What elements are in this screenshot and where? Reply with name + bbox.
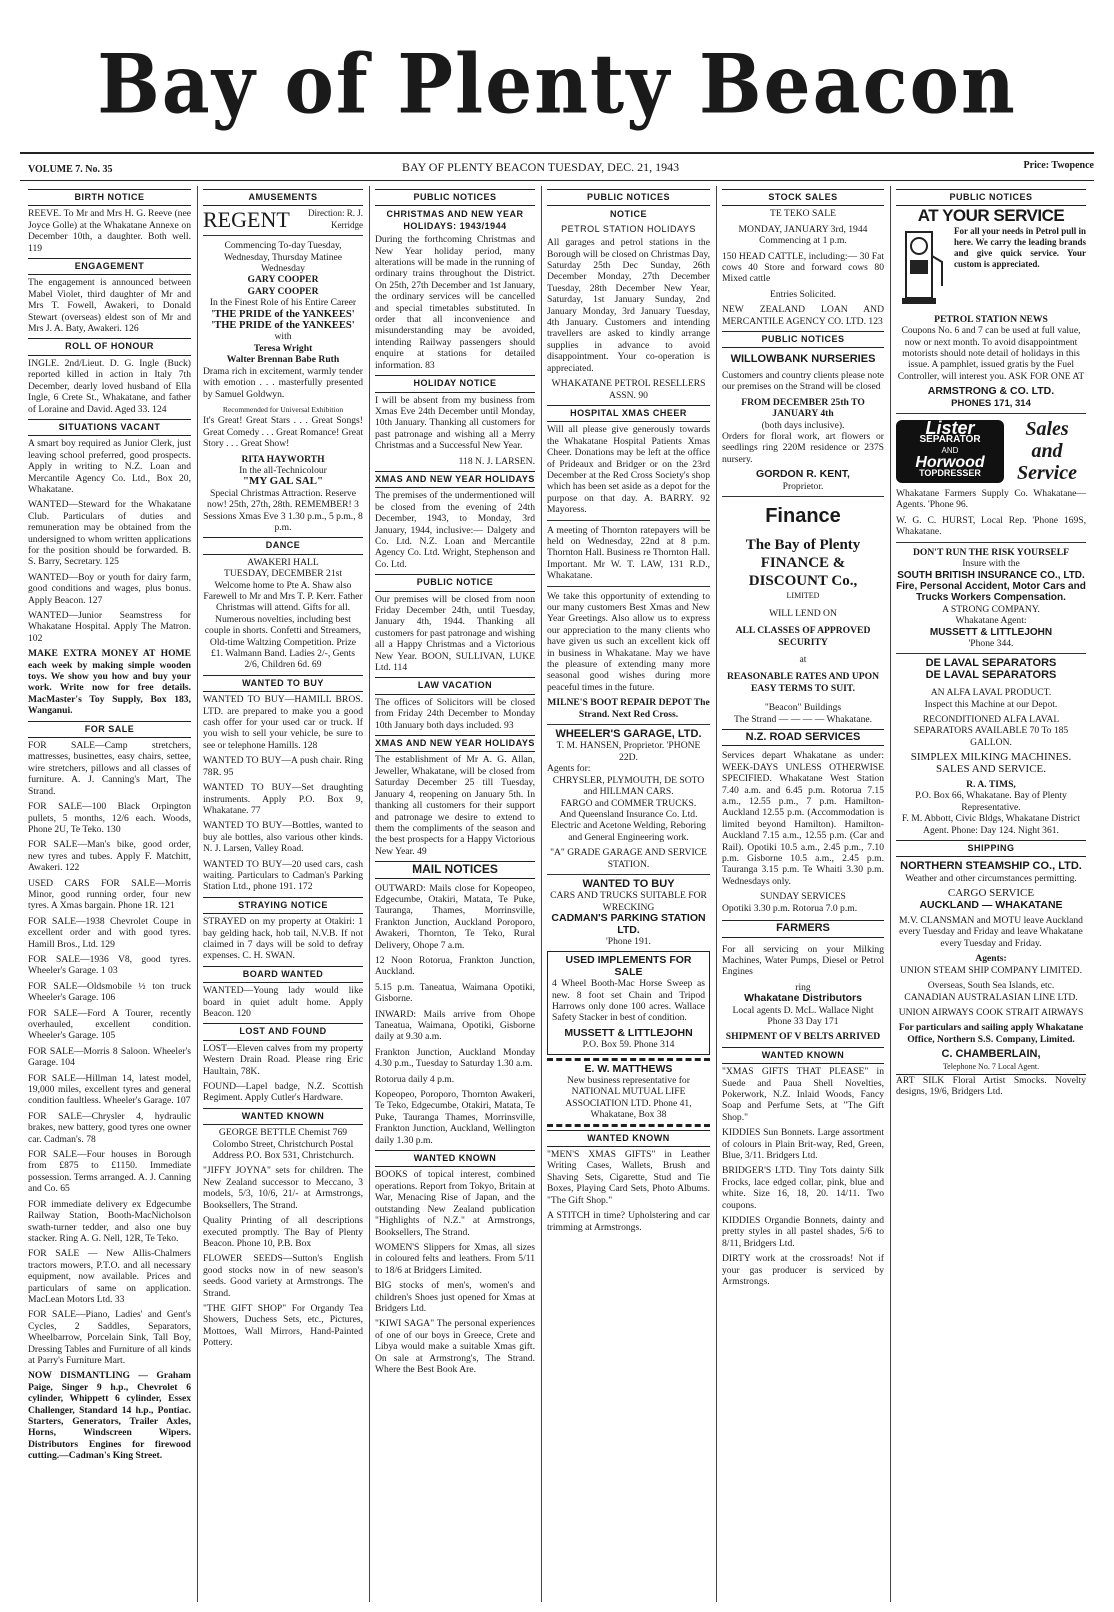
notice-text: Our premises will be closed from noon Friday December 24th, until Tuesday, January 4th, 1944. Thanking all customers for past patronage and wishing all a Happy Christmas and a Victorious New Year. BOON, SULLIVAN, LUKE Ltd. 114	[375, 593, 535, 674]
agents-label: Agents for:	[547, 763, 591, 775]
film-star: RITA HAYWORTH	[241, 453, 325, 465]
section-heading: SHIPPING	[896, 840, 1086, 857]
notice-signature: 118 N. J. LARSEN.	[458, 455, 535, 467]
agent-rep: W. G. C. HURST, Local Rep. 'Phone 169S, Whakatane.	[896, 514, 1086, 538]
product-text: RECONDITIONED ALFA LAVAL SEPARATORS AVAILABLE 70 To 185 GALLON.	[913, 713, 1069, 748]
classified-ad: FOR SALE—Morris 8 Saloon. Wheeler's Garage. 104	[28, 1045, 191, 1069]
classified-ad: FOR SALE — New Allis-Chalmers tractors mowers, P.T.O. and all necessary equipment, now available. Prices and particulars of same on application. MacLean Motors Ltd. 33	[28, 1248, 191, 1305]
finance-heading: Finance	[765, 504, 841, 527]
finance-lend: WILL LEND ON	[769, 607, 837, 619]
insurance-phone: 'Phone 344.	[968, 637, 1014, 649]
cargo-route: AUCKLAND — WHAKATANE	[919, 898, 1063, 911]
film-cast: Walter Brennan Babe Ruth	[226, 354, 340, 366]
classified-ad: WANTED—Young lady would like board in quiet adult home. Apply Beacon. 120	[203, 985, 363, 1019]
agent-details: P.O. Box 66, Whakatane. Bay of Plenty Representative.	[915, 790, 1067, 813]
film-star: GARY COOPER	[247, 285, 319, 297]
agent-area: Overseas, South Sea Islands, etc.	[927, 980, 1055, 992]
notice-text: Orders for floral work, art flowers or seedlings ring 220M residence or 237S nursery.	[722, 430, 884, 465]
agent-company: CANADIAN AUSTRALASIAN LINE LTD.	[904, 991, 1078, 1003]
garage-grade: "A" GRADE GARAGE AND SERVICE STATION.	[550, 847, 707, 870]
ad-text: New business representative for NATIONAL MUTUAL LIFE ASSOCIATION LTD. Phone 41, Whakatane, Box 38	[565, 1075, 692, 1121]
column-divider	[716, 186, 717, 1602]
mail-schedule: INWARD: Mails arrive from Ohope Taneatua, Waimana, Opotiki, Gisborne daily at 9.30 a.m.	[375, 1008, 535, 1043]
business-name: MILNE'S BOOT REPAIR DEPOT The Strand. Next Red Cross.	[547, 697, 710, 720]
column-sales-finance	[722, 186, 884, 1602]
dance-details: Welcome home to Pte A. Shaw also Farewell to Mr and Mrs T. P. Kerr. Father Christmas will attend. Gifts for all. Numerous novelties, including best couple in shorts. Confetti and Streamers, Old-time Waltzing Competition. Prize £1. Walmann Band. Ladies 2/-, Gents 2/6, Children 6d. 69	[203, 579, 363, 671]
classified-ad: Quality Printing of all descriptions executed promptly. The Bay of Plenty Beacon. Phone 10, P.B. Box	[203, 1215, 363, 1249]
horwood-product: TOPDRESSER	[919, 468, 981, 479]
classified-ad: BRIDGER'S LTD. Tiny Tots dainty Silk Frocks, lace edged collar, pink, blue and white. Size 16, 18, 20. 14/11. Two coupons.	[722, 1165, 884, 1211]
classified-ad: FOR SALE—Piano, Ladies' and Gent's Cycles, 2 Saddles, Separators, Wheelbarrow, Porcelain Sink, Tall Boy, Dressing Tables and Furniture of all kinds at Parry's Furniture Mart.	[28, 1309, 191, 1366]
newspaper-title: Bay of Plenty Beacon	[97, 37, 1017, 133]
section-heading: HOLIDAY NOTICE	[375, 375, 535, 392]
sales-service-script: Sales and Service	[1017, 418, 1077, 485]
local-agent-phone: Telephone No. 7 Local Agent.	[942, 1061, 1040, 1071]
classified-ad: MAKE EXTRA MONEY AT HOME each week by making simple wooden toys. We show you how and buy your work. Write now for free details. MacMaster's Toy Supply, Box 183, Wanganui.	[28, 648, 191, 717]
road-sunday-heading: SUNDAY SERVICES	[760, 891, 846, 903]
divider	[722, 496, 884, 497]
classified-ad: FOR SALE—Camp stretchers, mattresses, businettes, easy chairs, settee, wire stretchers, pillows and all classes of furniture. A. J. Canning's Mart, The Strand.	[28, 740, 191, 797]
divider	[203, 235, 363, 236]
classified-ad: LOST—Eleven calves from my property Western Drain Road. Please ring Eric Haultain, 78K.	[203, 1042, 363, 1077]
divider	[896, 653, 1086, 654]
notice-text: The premises of the undermentioned will be closed from the evening of 24th December, 1943, to Monday, 3rd January, 1944, inclusive:— Dalgety and Co. Ltd. N.Z. Loan and Mercantile Agency Co. Ltd. Wright, Stephenson and Co. Ltd.	[375, 490, 535, 570]
insurance-text: Insure with the	[962, 558, 1020, 570]
product-heading: DE LAVAL SEPARATORS	[925, 668, 1057, 681]
section-heading: PUBLIC NOTICES	[722, 331, 884, 348]
classified-ad: "MEN'S XMAS GIFTS" in Leather Writing Cases, Wallets, Brush and Shaving Sets, Cigarette, Stud and Tie Boxes, Playing Card Sets, Photo Albums. "The Gift Shop."	[547, 1149, 710, 1206]
classified-ad: WANTED TO BUY—HAMILL BROS. LTD. are prepared to make you a good cash offer for your used car or truck. If you wish to sell your vehicle, be sure to see or telephone Hamills. 128	[203, 694, 363, 751]
column-notices-business	[547, 186, 710, 1602]
agent-text: Whakatane Farmers Supply Co. Whakatane—Agents. 'Phone 96.	[896, 488, 1086, 511]
business-phone: 'Phone 191.	[606, 935, 651, 947]
notice-text: During the forthcoming Christmas and New Year holiday period, many alterations will be made in the running of ordinary trains throughout the District. On 25th, 27th December and 1st January, the ordinary services will be cancelled and special timetables substituted. In order that all inconvenience and misunderstanding may be avoided, intending Railway passengers should enquire at stations for detailed information. 83	[375, 234, 535, 371]
classified-ad: STRAYED on my property at Otakiri: 1 bay gelding hack, hob tail, N.V.B. If not claimed in 7 days will be sold to defray expenses. C. H. SWAN.	[203, 916, 363, 962]
notice-text: The establishment of Mr A. G. Allan, Jeweller, Whakatane, will be closed from Saturday December 25 till Tuesday, January 4, reopening on January 5th. In thanking all customers for their support and patronage we desire to extend to them the compliments of the season and the best prospects for a Happy Victorious New Year. 49	[375, 754, 535, 857]
agent-company: UNION STEAM SHIP COMPANY LIMITED.	[899, 964, 1083, 976]
section-heading: MAIL NOTICES	[375, 861, 535, 878]
shipping-schedule: M.V. CLANSMAN and MOTU leave Auckland every Tuesday and Friday and leave Whakatane every Tuesday and Friday.	[899, 915, 1083, 949]
classified-ad: BIG stocks of men's, women's and children's Shoes just opened for Xmas at Bridgers Ltd.	[375, 1280, 535, 1314]
issue-date: BAY OF PLENTY BEACON TUESDAY, DEC. 21, 1943	[402, 160, 680, 174]
product-heading: DE LAVAL SEPARATORS	[925, 657, 1057, 670]
column-divider	[197, 186, 198, 1602]
classified-ad: "KIWI SAGA" The personal experiences of one of our boys in Greece, Crete and Libya would make a suitable Xmas gift. On sale at Armstrong's, The Strand. Where the Best Book Are.	[375, 1318, 535, 1375]
petrol-news-heading: PETROL STATION NEWS	[934, 313, 1048, 325]
film-title: "MY GAL SAL"	[242, 475, 324, 488]
section-heading: BIRTH NOTICE	[28, 189, 191, 206]
finance-address: The Strand — — — — Whakatane.	[733, 713, 873, 725]
insurance-company: SOUTH BRITISH INSURANCE CO., LTD.	[897, 569, 1085, 581]
section-heading: PUBLIC NOTICES	[896, 189, 1086, 206]
cargo-heading: CARGO SERVICE	[947, 887, 1035, 900]
finance-company: FINANCE & DISCOUNT Co.,	[748, 555, 858, 590]
classified-ad: REEVE. To Mr and Mrs H. G. Reeve (nee Joyce Golle) at the Whakatane Annexe on December 10th, a daughter. Both well. 119	[28, 208, 191, 254]
road-timetable: Services depart Whakatane as under: WEEK-DAYS UNLESS OTHERWISE SPECIFIED. Whakatane West Station 7.40 a.m. and 6.45 p.m. Rotorua 7.15 a.m., 12.55 p.m., 7 p.m. Hamilton-Auckland 12.55 p.m. (Accommodation is limited beyond Hamilton). Hamilton-Auckland 7.15 a.m., 12.55 p.m. (Car and Rail). Opotiki 10.5 a.m., 2.45 p.m., 7.10 p.m. Gisborne 10.5 a.m., 2.45 p.m. Tauranga 3.15 p.m. Te Whaiti 3.30 p.m. Wednesdays only.	[722, 750, 884, 887]
finance-security: ALL CLASSES OF APPROVED SECURITY	[735, 625, 871, 648]
classified-ad: FOR SALE—1938 Chevrolet Coupe in excellent order and with good tyres. Hamill Bros., Ltd. 129	[28, 915, 191, 950]
agency-brands: FARGO and COMMER TRUCKS.	[560, 797, 697, 809]
lister-brand: Lister	[925, 417, 975, 438]
film-technicolour: In the all-Technicolour	[239, 464, 327, 476]
section-heading: PUBLIC NOTICES	[375, 189, 535, 206]
agent-company: UNION AIRWAYS COOK STRAIT AIRWAYS	[898, 1006, 1084, 1018]
classified-ad: The engagement is announced between Mabel Violet, third daughter of Mr and Mrs T. Fowell, Awakeri, to Donald Stewart (overseas) eldest son of Mr and Mrs J. A. Baty, Awakeri. 126	[28, 277, 191, 335]
notice-text: A meeting of Thornton ratepayers will be held on Wednesday, 22nd at 8 p.m. Thornton Hall. Business re Thornton Hall. Important. Mr W. T. LAW, 131 R.D., Whakatane.	[547, 524, 710, 582]
shipping-contact: For particulars and sailing apply Whakatane Office, Northern S.S. Company, Limited.	[898, 1022, 1084, 1045]
classified-ad: NOW DISMANTLING — Graham Paige, Singer 9 h.p., Chevrolet 6 cylinder, Whippett 6 cylinder, Essex Challenger, Standard 14 h.p., Pontiac. Starters, Generators, Trailer Axles, Horns, Windscreen Wipers. Distributors Engines for firewood cutting.—Cadman's King Street.	[28, 1370, 191, 1462]
info-rule	[20, 180, 1094, 181]
section-heading: ENGAGEMENT	[28, 258, 191, 275]
mail-schedule: 12 Noon Rotorua, Frankton Junction, Auckland.	[375, 954, 535, 978]
finance-limited: LIMITED	[786, 591, 820, 601]
masthead	[0, 20, 1114, 150]
classified-ad: BOOKS of topical interest, combined operations. Report from Tokyo, Britain at War, Menacing Rise of Japan, and the outstanding New Zealand publication "Highlights of N.Z." at Armstrongs, Booksellers, The Strand.	[375, 1169, 535, 1238]
ad-heading: USED IMPLEMENTS FOR SALE	[565, 954, 692, 978]
lister-and: AND	[941, 446, 959, 456]
petrol-news-text: Coupons No. 6 and 7 can be used at full value, now or next month. To avoid disappointment motorists should note detail of holidays in this issue. A pamphlet, issued gratis by the Fuel Controller, will interest you. ASK FOR ONE AT	[897, 325, 1085, 382]
column-divider	[890, 186, 891, 1602]
film-rating: Recommended for Universal Exhibition	[222, 404, 344, 414]
price: Price: Twopence	[1023, 160, 1094, 171]
business-proprietor: T. M. HANSEN, Proprietor. 'PHONE 22D.	[556, 740, 701, 763]
ad-text: 4 Wheel Booth-Mac Horse Sweep as new. 8 foot set Chain and Tripod Harrows only done 100 acres. Wallace Safety Stacker in best of condition.	[552, 978, 705, 1024]
classified-ad: WOMEN'S Slippers for Xmas, all sizes in coloured felts and leathers. From 5/11 to 18/6 at Bridgers Limited.	[375, 1241, 535, 1276]
column-divider	[541, 186, 542, 1602]
notice-dates-note: (both days inclusive).	[761, 419, 845, 431]
classified-ad: WANTED—Junior Seamstress for Whakatane Hospital. Apply The Matron. 102	[28, 610, 191, 644]
finance-at: at	[799, 653, 807, 665]
masthead-rule	[20, 152, 1094, 154]
film-schedule: Commencing To-day Tuesday, Wednesday, Thursday Matinee Wednesday	[223, 240, 343, 275]
section-heading: ROLL OF HONOUR	[28, 338, 191, 355]
sale-agent: NEW ZEALAND LOAN AND MERCANTILE AGENCY CO. LTD. 123	[722, 304, 884, 327]
mail-schedule: Frankton Junction, Auckland Monday 4.30 p.m., Tuesday to Saturday 1.30 a.m.	[375, 1046, 535, 1070]
service-ad	[896, 226, 1086, 310]
classified-ad: FLOWER SEEDS—Sutton's English good stocks now in of new season's seeds. Good variety at Armstrongs. The Strand.	[203, 1253, 363, 1299]
classified-ad: "XMAS GIFTS THAT PLEASE" in Suede and Paua Shell Novelties, Pokerwork, N.Z. Inlaid Woods, Fancy Soap and Perfume Sets, at "The Gift Shop."	[722, 1066, 884, 1123]
section-heading: FOR SALE	[28, 721, 191, 738]
lister-product: SEPARATOR	[919, 433, 981, 445]
proprietor-name: GORDON R. KENT,	[756, 468, 850, 481]
regent-header	[203, 208, 363, 231]
business-contact: Local agents D. McL. Wallace Night Phone 33 Day 171	[732, 1004, 874, 1027]
insurance-slogan: A STRONG COMPANY.	[942, 603, 1040, 615]
matthews-ad	[547, 1058, 710, 1127]
volume-number: VOLUME 7. No. 35	[28, 164, 113, 175]
section-heading: WANTED TO BUY	[203, 675, 363, 692]
classified-ad: WANTED TO BUY—20 used cars, cash waiting. Particulars to Cadman's Parking Station Ltd., phone 191. 172	[203, 858, 363, 893]
notice-text: I will be absent from my business from Xmas Eve 24th December until Monday, 10th January. Thanking all customers for past patronage and wishing all a Merry Christmas and a Successful New Year.	[375, 394, 535, 452]
finance-address: "Beacon" Buildings	[764, 702, 842, 714]
classified-ad: WANTED TO BUY—A push chair. Ring 78R. 95	[203, 755, 363, 778]
lister-logo	[896, 417, 1004, 483]
section-heading: BOARD WANTED	[203, 966, 363, 983]
business-name: WILLOWBANK NURSERIES	[730, 353, 876, 366]
business-phone: PHONES 171, 314	[951, 397, 1031, 409]
business-name: CADMAN'S PARKING STATION LTD.	[551, 912, 706, 936]
column-amusements	[203, 186, 363, 1602]
lister-ad	[896, 418, 1086, 484]
section-heading: XMAS AND NEW YEAR HOLIDAYS	[375, 471, 535, 488]
classified-ad: DIRTY work at the crossroads! Not if your gas producer is serviced by Armstrongs.	[722, 1253, 884, 1288]
finance-terms: REASONABLE RATES AND UPON EASY TERMS TO SUIT.	[726, 671, 879, 694]
section-heading: WANTED KNOWN	[722, 1047, 884, 1064]
notice-dates: FROM DECEMBER 25th TO JANUARY 4th	[741, 396, 865, 420]
section-heading: LOST AND FOUND	[203, 1023, 363, 1040]
issue-info-bar	[28, 160, 1094, 176]
classified-ad: FOR SALE—Oldsmobile ½ ton truck Wheeler's Garage. 106	[28, 980, 191, 1004]
classified-ad: GEORGE BETTLE Chemist 769 Colombo Street, Christchurch Postal Address P.O. Box 531, Christchurch.	[212, 1127, 354, 1162]
section-heading: AMUSEMENTS	[203, 189, 363, 206]
mail-schedule: Kopeopeo, Poroporo, Thornton Awakeri, Te Teko, Edgecumbe, Otakiri, Matata, Te Puke, Tauranga Thames, Morrinsville, Frankton Junction, Auckland, Wellington daily 1.30 p.m.	[375, 1089, 535, 1146]
divider	[896, 413, 1086, 414]
film-schedule: Special Christmas Attraction. Reserve now! 25th, 27th, 28th. REMEMBER! 3 Sessions Xmas Eve 3 1.30 p.m., 5 p.m., 8 p.m.	[203, 487, 363, 533]
section-heading: STOCK SALES	[722, 189, 884, 206]
notice-text: Customers and country clients please note our premises on the Strand will be closed	[722, 369, 884, 393]
agent-details: F. M. Abbott, Civic Bldgs, Whakatane District Agent. Phone: Day 124. Night 361.	[901, 813, 1081, 836]
classified-ad: FOR SALE—Hillman 14, latest model, 19,000 miles, excellent tyres and general condition faultless. Wheeler's Garage. 107	[28, 1072, 191, 1107]
insurance-agent-label: Whakatane Agent:	[955, 615, 1027, 627]
classified-ad: KIDDIES Sun Bonnets. Large assortment of colours in Plain Brit-way, Red, Green, Blue, 3/11. Bridgers Ltd.	[722, 1127, 884, 1161]
classified-ad: FOUND—Lapel badge, N.Z. Scottish Regiment. Apply Cutler's Hardware.	[203, 1081, 363, 1104]
sale-entries: Entries Solicited.	[769, 288, 837, 300]
business-name: ARMSTRONG & CO. LTD.	[927, 385, 1055, 398]
road-sunday-times: Opotiki 3.30 p.m. Rotorua 7.0 p.m.	[722, 902, 858, 914]
product-heading: SALES AND SERVICE.	[935, 762, 1047, 775]
section-heading: WANTED KNOWN	[203, 1108, 363, 1125]
film-costar: Teresa Wright	[253, 342, 313, 354]
classified-ad: KIDDIES Organdie Bonnets, dainty and pretty styles in all pastel shades, 5/6 to 8/11, Bridgers Ltd.	[722, 1215, 884, 1249]
classified-ad: "THE GIFT SHOP" For Organdy Tea Showers, Duchess Sets, etc., Pictures, Mottoes, Wall Mirrors, Hand-Painted Pottery.	[203, 1302, 363, 1349]
agency-brands: CHRYSLER, PLYMOUTH, DE SOTO and HILLMAN CARS.	[552, 774, 705, 798]
classified-ad: "JIFFY JOYNA" sets for children. The New Zealand successor to Meccano, 3 models, 5/3, 10/6, 21/- at Armstrongs, Booksellers, The Strand.	[203, 1165, 363, 1211]
section-heading: SITUATIONS VACANT	[28, 419, 191, 436]
notice-text: Will all please give generously towards the Whakatane Hospital Patients Xmas Cheer. Donations may be left at the office of Prideaux and Bridger or on the 23rd December at the Red Cross Society's shop which has been set aside as a depot for the purpose on that day. A. BARRY. 92 Mayoress.	[547, 424, 710, 516]
section-heading: PUBLIC NOTICES	[547, 189, 710, 206]
classified-ad: FOR SALE—100 Black Orpington pullets, 5 months, 12/6 each. Woods, Phone 2U, Te Teko. 130	[28, 801, 191, 835]
classified-ad: ART SILK Floral Artist Smocks. Novelty designs, 19/6, Bridgers Ltd.	[896, 1074, 1086, 1098]
finance-company: The Bay of Plenty	[745, 537, 861, 554]
classified-ad: WANTED TO BUY—Bottles, wanted to buy ale bottles, also various other kinds. N. J. Larsen, Valley Road.	[203, 820, 363, 855]
regent-theatre-name: REGENT	[203, 207, 290, 233]
shipment-notice: SHIPMENT OF V BELTS ARRIVED	[725, 1031, 881, 1043]
classified-ad: FOR SALE—Chrysler 4, hydraulic brakes, new battery, good tyres one owner car. Cadman's. 78	[28, 1110, 191, 1145]
film-role: In the Finest Role of his Entire Career	[209, 297, 357, 309]
service-headline: AT YOUR SERVICE	[917, 206, 1065, 226]
insurance-agent: MUSSETT & LITTLEJOHN	[929, 626, 1053, 638]
mail-schedule: OUTWARD: Mails close for Kopeopeo, Edgecumbe, Otakiri, Matata, Te Puke, Tauranga, Thames, Morrinsville, Frankton Junction, Auckland Poroporo, Awakeri, Thornton, Te Teko, Rural Delivery, Ohope 7 a.m.	[375, 882, 535, 951]
petrol-pump-icon	[896, 226, 948, 310]
film-title: 'THE PRIDE of the YANKEES'	[211, 320, 355, 332]
classified-ad: FOR SALE—Four houses in Borough from £875 to £1150. Immediate possession. Terms arranged. A. J. Canning and Co. 65	[28, 1149, 191, 1195]
section-heading: WANTED KNOWN	[547, 1130, 710, 1147]
classified-ad: USED CARS FOR SALE—Morris Minor, good running order, four new tyres. A Xmas bargain. Phone 1R. 121	[28, 877, 191, 912]
section-heading: HOSPITAL XMAS CHEER	[547, 405, 710, 422]
ad-text: ring	[795, 981, 811, 993]
classified-ad: FOR SALE—Ford A Tourer, recently overhauled, excellent condition. Wheeler's Garage. 105	[28, 1007, 191, 1042]
agent-name: R. A. TIMS,	[966, 779, 1016, 790]
business-name: MUSSETT & LITTLEJOHN	[564, 1026, 693, 1039]
shipping-note: Weather and other circumstances permitting.	[905, 872, 1077, 884]
insurance-heading: DON'T RUN THE RISK YOURSELF	[912, 546, 1070, 558]
film-title: 'THE PRIDE of the YANKEES'	[211, 308, 355, 320]
insurance-cover: Fire, Personal Accident, Motor Cars and Trucks Workers Compensation.	[896, 580, 1086, 604]
film-tagline: It's Great! Great Stars . . . Great Songs! Great Comedy . . . Great Romance! Great Story . . . Great Show!	[203, 415, 363, 450]
notice-signature: WHAKATANE PETROL RESELLERS ASSN. 90	[551, 378, 706, 401]
shipping-company: NORTHERN STEAMSHIP CO., LTD.	[900, 860, 1082, 873]
section-heading: PUBLIC NOTICE	[375, 574, 535, 591]
classified-ad: INGLE. 2nd/Lieut. D. G. Ingle (Buck) reported killed in action in Italy 7th December, dearly loved husband of Ella Ingle, 6 Crete St., Whakatane, and father of Loraine and David. Aged 33. 124	[28, 357, 191, 415]
agents-heading: Agents:	[975, 953, 1007, 965]
notice-text: All garages and petrol stations in the Borough will be closed on Christmas Day, Saturday 25th Dec Sunday, 26th December Monday, 27th December Tuesday, 28th December New Year, Saturday, 1st January Sunday, 2nd January Monday, 3rd January Tuesday, 4th January. Customers and intending travellers are asked to kindly arrange supplies in advance to avoid disappointment. Your co-operation is appreciated.	[547, 237, 710, 374]
product-text: Inspect this Machine at our Depot.	[924, 698, 1058, 710]
business-name: Whakatane Distributors	[744, 992, 862, 1005]
agency-brands: And Queensland Insurance Co. Ltd. Electric and Acetone Welding, Reboring and General Engineering work.	[551, 808, 706, 843]
column-public-notices	[375, 186, 535, 1602]
column-services	[896, 186, 1086, 1602]
used-implements-ad	[547, 951, 710, 1054]
mail-schedule: 5.15 p.m. Taneatua, Waimana Opotiki, Gisborne.	[375, 981, 535, 1005]
column-divider	[369, 186, 370, 1602]
mail-schedule: Rotorua daily 4 p.m.	[375, 1073, 455, 1085]
classified-ad: A smart boy required as Junior Clerk, just leaving school preferred, good prospects. Apply in writing to N.Z. Loan and Mercantile Agency Co. Ltd., Box 20, Whakatane.	[28, 438, 191, 495]
classified-ad: FOR immediate delivery ex Edgecumbe Railway Station, Booth-MacNicholson swath-turner tedder, and also one buy stacker. Ring A. G. Nell, 12R, Te Teko.	[28, 1198, 191, 1244]
classified-ad: WANTED TO BUY—Set draughting instruments. Apply P.O. Box 9, Whakatane. 77	[203, 782, 363, 816]
film-blurb: Drama rich in excitement, warmly tender with emotion . . . masterfully presented by Samuel Goldwyn.	[203, 365, 363, 400]
product-text: AN ALFA LAVAL PRODUCT.	[930, 687, 1052, 699]
business-name: WHEELER'S GARAGE, LTD.	[555, 728, 702, 741]
classified-ad: WANTED—Steward for the Whakatane Club. Particulars of duties and remuneration may be obtained from the undersigned to whom written applications for the position should be forwarded. B. S. Barry, Secretary. 125	[28, 499, 191, 568]
column-classifieds	[28, 186, 191, 1602]
film-with: with	[274, 331, 292, 343]
notice-title: CHRISTMAS AND NEW YEAR HOLIDAYS: 1943/1944	[386, 209, 524, 231]
product-heading: SIMPLEX MILKING MACHINES.	[910, 751, 1072, 764]
dance-venue: AWAKERI HALL	[247, 556, 319, 568]
proprietor-title: Proprietor.	[782, 480, 824, 492]
divider	[896, 542, 1086, 543]
section-heading: WANTED KNOWN	[375, 1150, 535, 1167]
section-heading: LAW VACATION	[375, 677, 535, 694]
divider	[547, 724, 710, 725]
notice-title: NOTICE	[609, 209, 647, 220]
notice-text: The offices of Solicitors will be closed from Friday 24th December to Monday 10th January both days included. 93	[375, 696, 535, 731]
film-star: GARY COOPER	[247, 274, 319, 286]
section-heading: STRAYING NOTICE	[203, 897, 363, 914]
section-heading: N.Z. ROAD SERVICES	[722, 729, 884, 746]
divider	[547, 520, 710, 521]
notice-subtitle: PETROL STATION HOLIDAYS	[561, 223, 696, 234]
local-agent-name: C. CHAMBERLAIN,	[941, 1048, 1041, 1061]
service-text: For all your needs in Petrol pull in here. We carry the leading brands and give quick service. Your custom is appreciated.	[954, 225, 1086, 269]
regent-direction: Direction: R. J. Kerridge	[308, 208, 363, 230]
sale-lots: 150 HEAD CATTLE, including:— 30 Fat cows 40 Store and forward cows 80 Mixed cattle	[722, 250, 884, 285]
divider	[547, 874, 710, 875]
section-heading: FARMERS	[722, 920, 884, 937]
ad-text: CARS AND TRUCKS SUITABLE FOR WRECKING	[550, 890, 707, 913]
classified-ad: WANTED—Boy or youth for dairy farm, good conditions and wages, plus bonus. Apply Beacon. 127	[28, 571, 191, 606]
sale-date: MONDAY, JANUARY 3rd, 1944	[738, 223, 868, 235]
sale-title: TE TEKO SALE	[770, 208, 836, 220]
horwood-brand: Horwood	[915, 453, 985, 471]
classified-ad: A STITCH in time? Upholstering and car trimming at Armstrongs.	[547, 1210, 710, 1233]
business-contact: P.O. Box 59. Phone 314	[582, 1039, 675, 1051]
sale-time: Commencing at 1 p.m.	[759, 235, 847, 247]
section-heading: WANTED TO BUY	[582, 877, 675, 890]
section-heading: DANCE	[203, 537, 363, 554]
ad-text: For all servicing on your Milking Machines, Water Pumps, Diesel or Petrol Engines	[722, 943, 884, 978]
divider	[547, 586, 710, 587]
section-heading: XMAS AND NEW YEAR HOLIDAYS	[375, 735, 535, 752]
classified-ad: FOR SALE—1936 V8, good tyres. Wheeler's Garage. 1 03	[28, 953, 191, 977]
dance-date: TUESDAY, DECEMBER 21st	[223, 568, 343, 580]
classified-ad: FOR SALE—Man's bike, good order, new tyres and tubes. Apply F. Matchitt, Awakeri. 122	[28, 839, 191, 874]
notice-text: We take this opportunity of extending to our many customers Best Xmas and New Year Greetings. Also allow us to express our appreciation to the many clients who have given us such an excellent kick off in business in Whakatane. May we have the pleasure of extending many more seasonal good wishes during more peaceful times in the future.	[547, 590, 710, 693]
business-name: E. W. MATTHEWS	[584, 1062, 673, 1075]
